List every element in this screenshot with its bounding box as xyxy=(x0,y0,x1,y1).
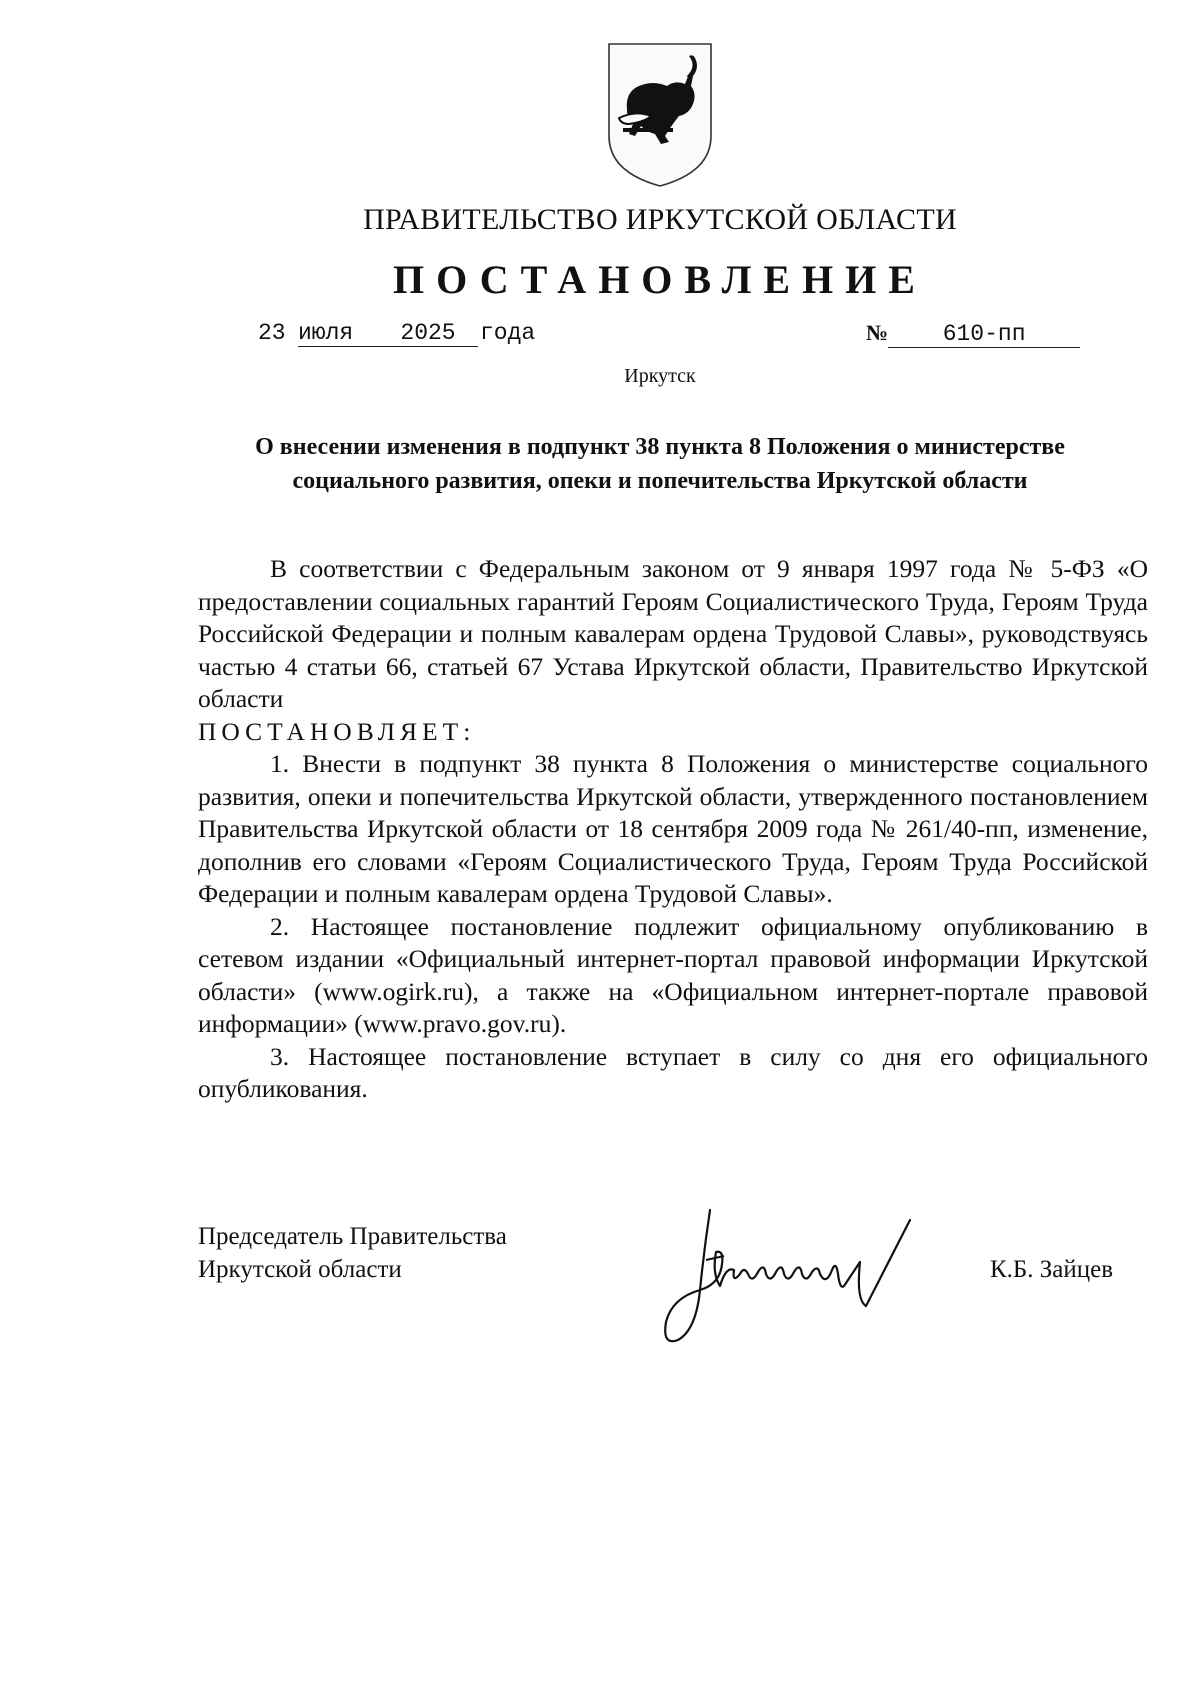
signature-icon xyxy=(660,1190,960,1350)
document-number xyxy=(866,320,1080,348)
date-month: июля xyxy=(298,320,378,347)
number-sign: № xyxy=(866,320,889,345)
signer-title xyxy=(198,1220,507,1286)
signer-title-line-2: Иркутской области xyxy=(198,1256,402,1283)
number-value: 610-пп xyxy=(888,321,1080,348)
preamble-paragraph: В соответствии с Федеральным законом от 9 января 1997 года № 5-ФЗ «О предоставлении социальных гарантий Героям Социалистического Труда, Героям Труда Российской Федерации и полным кавалерам ордена Трудовой Славы», руководствуясь частью 4 статьи 66, статьей 67 Устава Иркутской области, Правительство Иркутской области xyxy=(198,554,1148,713)
government-title: ПРАВИТЕЛЬСТВО ИРКУТСКОЙ ОБЛАСТИ xyxy=(363,203,957,236)
coat-of-arms-icon xyxy=(605,40,715,190)
signer-title-line-1: Председатель Правительства xyxy=(198,1223,507,1250)
item-2-paragraph: 2. Настоящее постановление подлежит официальному опубликованию в сетевом издании «Официальный интернет-портал правовой информации Иркутской области» (www.ogirk.ru), а также на «Официальном интернет-портале правовой информации» (www.pravo.gov.ru). xyxy=(198,911,1148,1038)
date-suffix: года xyxy=(480,320,536,346)
document-body xyxy=(198,553,1148,1106)
document-heading: О внесении изменения в подпункт 38 пункта 8 Положения о министерстве социального развития, опеки и попечительства Иркутской области xyxy=(255,434,1065,494)
signer-name: К.Б. Зайцев xyxy=(990,1256,1114,1283)
document-date xyxy=(258,320,535,347)
date-year: 2025 xyxy=(378,320,478,347)
date-day: 23 xyxy=(258,320,286,346)
item-3-paragraph: 3. Настоящее постановление вступает в силу со дня его официального опубликования. xyxy=(198,1041,1148,1103)
resolves-word: ПОСТАНОВЛЯЕТ: xyxy=(198,716,476,746)
document-type: ПОСТАНОВЛЕНИЕ xyxy=(393,257,927,302)
item-1-paragraph: 1. Внести в подпункт 38 пункта 8 Положения о министерстве социального развития, опеки и попечительства Иркутской области, утвержденного постановлением Правительства Иркутской области от 18 сентября 2009 года № 261/40-пп, изменение, дополнив его словами «Героям Социалистического Труда, Героям Труда Российской Федерации и полным кавалерам ордена Трудовой Славы». xyxy=(198,749,1148,908)
city-name: Иркутск xyxy=(624,365,696,387)
